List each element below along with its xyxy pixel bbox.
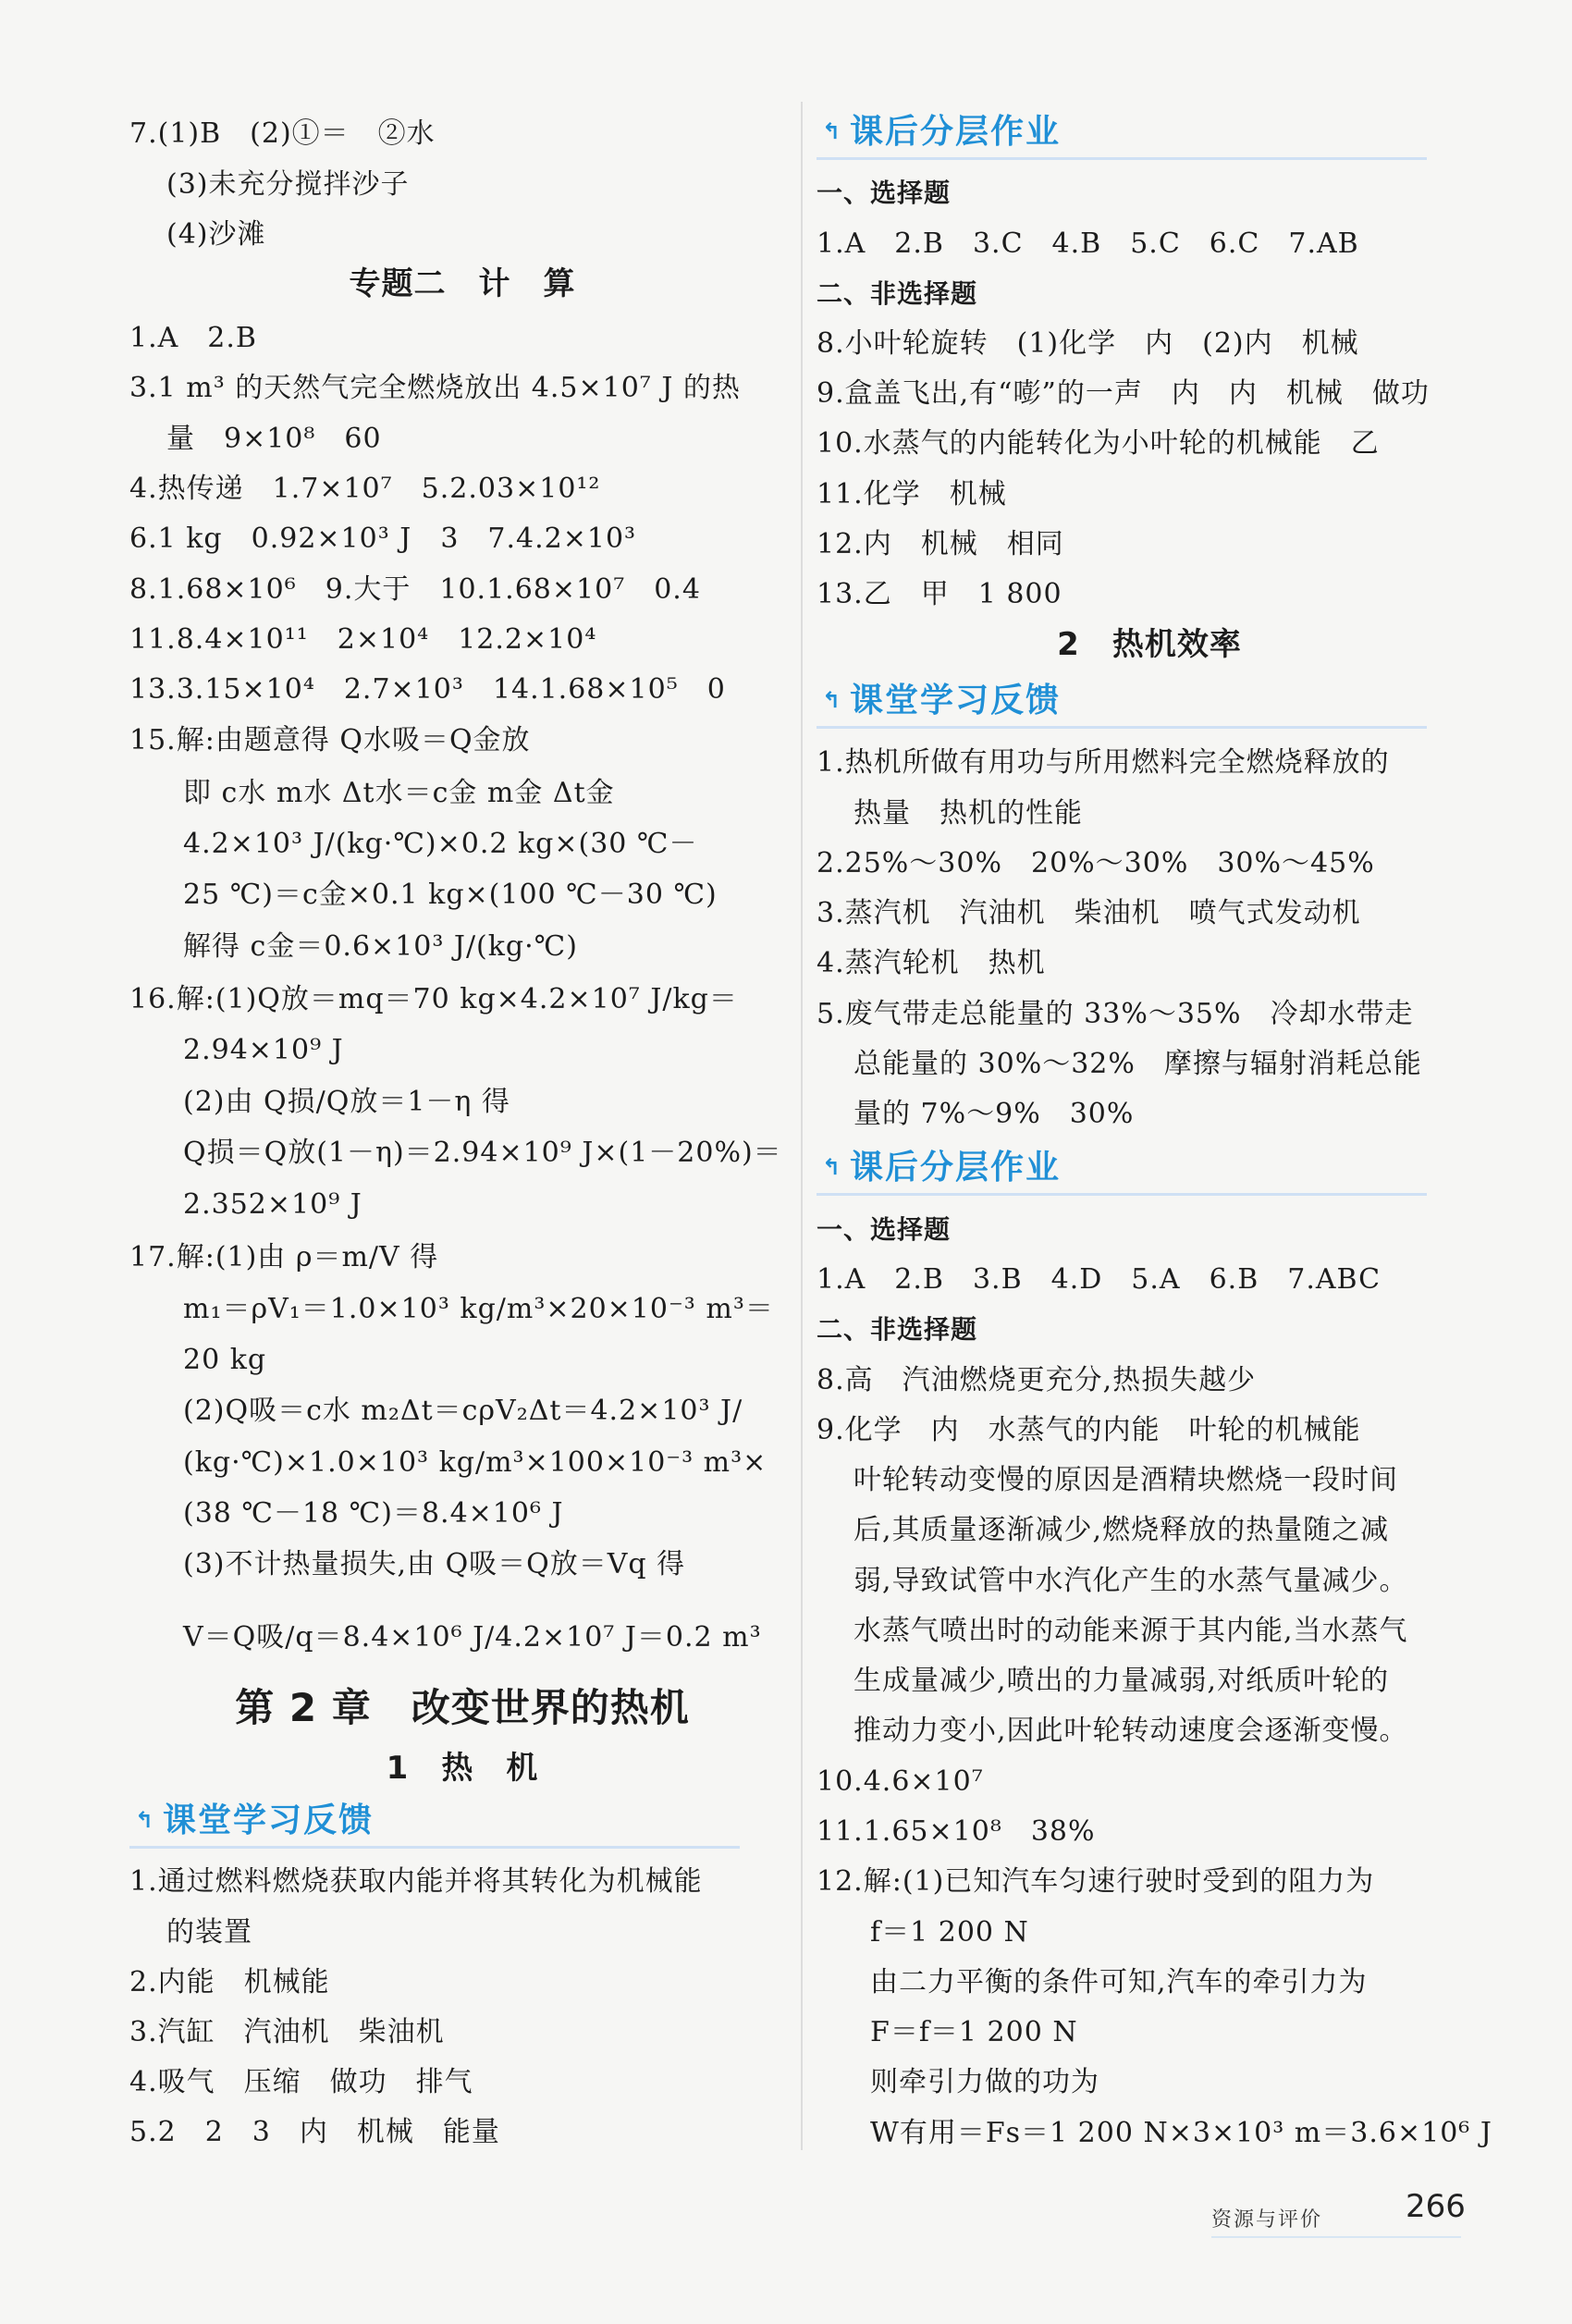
category-heading: 一、选择题 xyxy=(817,1214,952,1245)
answer-line: 11.1.65×10⁸ 38% xyxy=(817,1815,1096,1848)
answer-line: 10.水蒸气的内能转化为小叶轮的机械能 乙 xyxy=(817,427,1380,460)
answer-line: 量 9×10⁸ 60 xyxy=(166,423,382,455)
answer-line: 1.热机所做有用功与所用燃料完全燃烧释放的 xyxy=(817,746,1390,779)
answer-line: 2.内能 机械能 xyxy=(129,1966,330,1998)
answer-line: (2)由 Q损/Q放＝1－η 得 xyxy=(183,1086,510,1118)
answer-line: 的装置 xyxy=(166,1916,252,1949)
answer-line: 热量 热机的性能 xyxy=(854,797,1083,830)
answer-line: 9.化学 内 水蒸气的内能 叶轮的机械能 xyxy=(817,1414,1361,1446)
answer-line: (3)不计热量损失,由 Q吸＝Q放＝Vq 得 xyxy=(183,1548,686,1580)
answer-line: 则牵引力做的功为 xyxy=(870,2066,1099,2098)
answer-line: 1.A 2.B xyxy=(129,322,257,354)
answer-line: 1.通过燃料燃烧获取内能并将其转化为机械能 xyxy=(129,1865,703,1898)
answer-line: 3.1 m³ 的天然气完全燃烧放出 4.5×10⁷ J 的热 xyxy=(129,372,741,404)
answer-line: 1.A 2.B 3.B 4.D 5.A 6.B 7.ABC xyxy=(817,1263,1382,1296)
category-heading: 二、非选择题 xyxy=(817,278,978,309)
banner-after-class-homework xyxy=(817,109,1427,160)
footer-label: 资源与评价 xyxy=(1211,2208,1323,2232)
banner-after-class-homework xyxy=(817,1145,1427,1196)
answer-line: 量的 7%～9% 30% xyxy=(854,1098,1135,1130)
answer-line: 弱,导致试管中水汽化产生的水蒸气量减少。 xyxy=(854,1565,1408,1597)
chapter-title: 第 2 章 改变世界的热机 xyxy=(235,1685,690,1730)
category-heading: 二、非选择题 xyxy=(817,1314,978,1345)
answer-line: 13.乙 甲 1 800 xyxy=(817,578,1062,610)
answer-line: 12.内 机械 相同 xyxy=(817,528,1064,560)
answer-line: 20 kg xyxy=(183,1344,267,1376)
banner-label: 课堂学习反馈 xyxy=(163,1801,375,1839)
answer-line: 4.热传递 1.7×10⁷ 5.2.03×10¹² xyxy=(129,473,601,505)
answer-line: 解得 c金＝0.6×10³ J/(kg·℃) xyxy=(183,930,578,963)
answer-line: 12.解:(1)已知汽车匀速行驶时受到的阻力为 xyxy=(817,1865,1375,1898)
answer-line: 2.25%～30% 20%～30% 30%～45% xyxy=(817,847,1375,879)
answer-line: 2.352×10⁹ J xyxy=(183,1188,362,1221)
answer-line: 8.高 汽油燃烧更充分,热损失越少 xyxy=(817,1364,1257,1396)
answer-line: 7.(1)B (2)①＝ ②水 xyxy=(129,117,436,150)
arrow-icon: ↰ xyxy=(822,687,841,713)
answer-line: 11.化学 机械 xyxy=(817,478,1007,510)
arrow-icon: ↰ xyxy=(135,1807,154,1833)
answer-line: 3.汽缸 汽油机 柴油机 xyxy=(129,2016,445,2048)
answer-line: 即 c水 m水 Δt水＝c金 m金 Δt金 xyxy=(183,777,615,809)
answer-line: 8.小叶轮旋转 (1)化学 内 (2)内 机械 xyxy=(817,327,1359,360)
answer-line: (4)沙滩 xyxy=(166,218,266,251)
answer-line: 总能量的 30%～32% 摩擦与辐射消耗总能 xyxy=(854,1048,1422,1080)
answer-line: 2.94×10⁹ J xyxy=(183,1034,344,1066)
answer-line: 5.2 2 3 内 机械 能量 xyxy=(129,2116,500,2148)
answer-line: 后,其质量逐渐减少,燃烧释放的热量随之减 xyxy=(854,1514,1390,1546)
answer-line: 6.1 kg 0.92×10³ J 3 7.4.2×10³ xyxy=(129,523,637,555)
answer-line: 16.解:(1)Q放＝mq＝70 kg×4.2×10⁷ J/kg＝ xyxy=(129,983,738,1015)
answer-line: Q损＝Q放(1－η)＝2.94×10⁹ J×(1－20%)＝ xyxy=(183,1137,782,1169)
answer-line: (2)Q吸＝c水 m₂Δt＝cρV₂Δt＝4.2×10³ J/ xyxy=(183,1395,743,1427)
answer-line: 由二力平衡的条件可知,汽车的牵引力为 xyxy=(870,1966,1368,1998)
banner-classroom-feedback xyxy=(129,1798,740,1849)
answer-line: 17.解:(1)由 ρ＝m/V 得 xyxy=(129,1241,439,1273)
answer-line: 15.解:由题意得 Q水吸＝Q金放 xyxy=(129,724,531,756)
category-heading: 一、选择题 xyxy=(817,178,952,208)
page-number: 266 xyxy=(1406,2188,1466,2225)
answer-line: 9.盒盖飞出,有“嘭”的一声 内 内 机械 做功 xyxy=(817,377,1430,410)
answer-line: 生成量减少,喷出的力量减弱,对纸质叶轮的 xyxy=(854,1665,1390,1697)
answer-line: (38 ℃－18 ℃)＝8.4×10⁶ J xyxy=(183,1497,564,1530)
answer-line: (3)未充分搅拌沙子 xyxy=(166,168,410,201)
answer-line: 11.8.4×10¹¹ 2×10⁴ 12.2×10⁴ xyxy=(129,623,597,656)
answer-line: 5.废气带走总能量的 33%～35% 冷却水带走 xyxy=(817,998,1414,1030)
answer-line: 叶轮转动变慢的原因是酒精块燃烧一段时间 xyxy=(854,1464,1398,1496)
banner-label: 课堂学习反馈 xyxy=(850,682,1062,719)
answer-line: 推动力变小,因此叶轮转动速度会逐渐变慢。 xyxy=(854,1715,1408,1747)
banner-classroom-feedback xyxy=(817,678,1427,729)
answer-line: 4.吸气 压缩 做功 排气 xyxy=(129,2066,473,2098)
answer-line: 3.蒸汽机 汽油机 柴油机 喷气式发动机 xyxy=(817,897,1361,929)
answer-line: 25 ℃)＝c金×0.1 kg×(100 ℃－30 ℃) xyxy=(183,879,718,911)
section-title: 2 热机效率 xyxy=(1057,626,1242,663)
column-divider xyxy=(801,102,803,2150)
answer-line: 4.蒸汽轮机 热机 xyxy=(817,947,1046,979)
arrow-icon: ↰ xyxy=(822,118,841,144)
answer-line: (kg·℃)×1.0×10³ kg/m³×100×10⁻³ m³× xyxy=(183,1446,768,1479)
answer-line: 8.1.68×10⁶ 9.大于 10.1.68×10⁷ 0.4 xyxy=(129,573,701,606)
section-title: 1 热 机 xyxy=(386,1750,539,1787)
section-title: 专题二 计 算 xyxy=(349,265,576,302)
answer-line: 1.A 2.B 3.C 4.B 5.C 6.C 7.AB xyxy=(817,227,1359,260)
formula-line: V＝Q吸/q＝8.4×10⁶ J/4.2×10⁷ J＝0.2 m³ xyxy=(183,1621,762,1654)
answer-line: 10.4.6×10⁷ xyxy=(817,1765,984,1798)
answer-line: 4.2×10³ J/(kg·℃)×0.2 kg×(30 ℃－ xyxy=(183,828,698,860)
banner-label: 课后分层作业 xyxy=(850,113,1062,151)
banner-label: 课后分层作业 xyxy=(850,1149,1062,1187)
answer-line: 水蒸气喷出时的动能来源于其内能,当水蒸气 xyxy=(854,1615,1408,1647)
answer-line: f＝1 200 N xyxy=(870,1916,1029,1949)
arrow-icon: ↰ xyxy=(822,1154,841,1180)
answer-line: m₁＝ρV₁＝1.0×10³ kg/m³×20×10⁻³ m³＝ xyxy=(183,1293,774,1325)
answer-line: F＝f＝1 200 N xyxy=(870,2016,1078,2048)
answer-line: 13.3.15×10⁴ 2.7×10³ 14.1.68×10⁵ 0 xyxy=(129,673,726,706)
answer-line: W有用＝Fs＝1 200 N×3×10³ m＝3.6×10⁶ J xyxy=(870,2117,1492,2149)
footer-rule xyxy=(1211,2236,1461,2238)
